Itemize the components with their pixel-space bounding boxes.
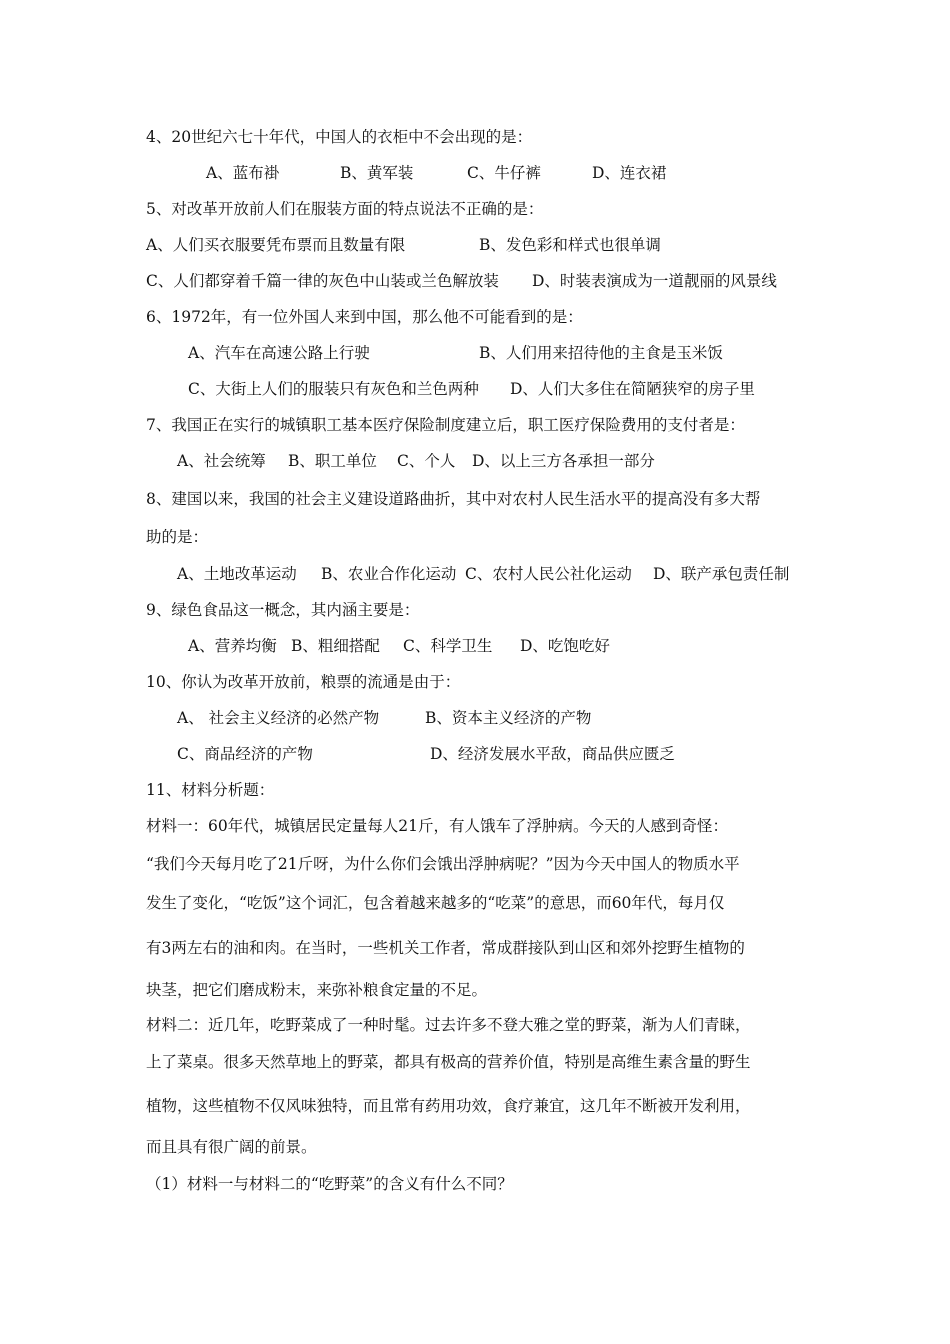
q4-option-a: A、蓝布褂 (206, 164, 280, 182)
q10-option-d: D、经济发展水平敌，商品供应匮乏 (430, 745, 675, 763)
question-6-stem: 6、1972年，有一位外国人来到中国，那么他不可能看到的是： (146, 308, 583, 326)
question-9-stem: 9、绿色食品这一概念，其内涵主要是： (146, 601, 420, 619)
q9-option-c: C、科学卫生 (403, 637, 493, 655)
question-8-stem: 8、建国以来，我国的社会主义建设道路曲折，其中对农村人民生活水平的提高没有多大帮 (146, 490, 761, 508)
q8-option-d: D、联产承包责任制 (653, 565, 790, 583)
material-2-line: 而且具有很广阔的前景。 (146, 1138, 317, 1156)
q8-option-b: B、农业合作化运动 (321, 565, 457, 583)
question-5-stem: 5、对改革开放前人们在服装方面的特点说法不正确的是： (146, 200, 544, 218)
material-2-line: 植物，这些植物不仅风味独特，而且常有药用功效，食疗兼宜，这几年不断被开发利用， (146, 1097, 751, 1115)
question-8-stem-cont: 助的是： (146, 528, 209, 546)
q5-option-a: A、人们买衣服要凭布票而且数量有限 (146, 236, 406, 254)
q5-option-c: C、人们都穿着千篇一律的灰色中山装或兰色解放装 (146, 272, 499, 290)
q10-option-a: A、 社会主义经济的必然产物 (177, 709, 380, 727)
q6-option-b: B、人们用来招待他的主食是玉米饭 (479, 344, 723, 362)
q7-option-d: D、以上三方各承担一部分 (472, 452, 655, 470)
q7-option-b: B、职工单位 (288, 452, 377, 470)
sub-question-1: （1）材料一与材料二的“吃野菜”的含义有什么不同？ (146, 1175, 513, 1193)
q9-option-b: B、粗细搭配 (291, 637, 380, 655)
q8-option-c: C、农村人民公社化运动 (465, 565, 632, 583)
q10-option-b: B、资本主义经济的产物 (425, 709, 592, 727)
q10-option-c: C、商品经济的产物 (177, 745, 313, 763)
material-1-line: 块茎，把它们磨成粉末，来弥补粮食定量的不足。 (146, 981, 488, 999)
q5-option-d: D、时装表演成为一道靓丽的风景线 (532, 272, 777, 290)
q6-option-d: D、人们大多住在简陋狭窄的房子里 (510, 380, 755, 398)
q4-option-d: D、连衣裙 (592, 164, 667, 182)
q9-option-a: A、营养均衡 (188, 637, 277, 655)
q6-option-a: A、汽车在高速公路上行驶 (188, 344, 370, 362)
material-2-line: 上了菜桌。很多天然草地上的野菜，都具有极高的营养价值，特别是高维生素含量的野生 (146, 1053, 751, 1071)
q8-option-a: A、土地改革运动 (177, 565, 297, 583)
question-7-stem: 7、我国正在实行的城镇职工基本医疗保险制度建立后，职工医疗保险费用的支付者是： (146, 416, 745, 434)
q5-option-b: B、发色彩和样式也很单调 (479, 236, 661, 254)
material-2-line: 材料二：近几年，吃野菜成了一种时髦。过去许多不登大雅之堂的野菜，渐为人们青睐， (146, 1016, 751, 1034)
question-4-stem: 4、20世纪六七十年代，中国人的衣柜中不会出现的是： (146, 128, 533, 146)
q4-option-b: B、黄军装 (340, 164, 414, 182)
material-1-line: 有3两左右的油和肉。在当时，一些机关工作者，常成群接队到山区和郊外挖野生植物的 (146, 939, 745, 957)
question-10-stem: 10、你认为改革开放前，粮票的流通是由于： (146, 673, 461, 691)
q9-option-d: D、吃饱吃好 (520, 637, 610, 655)
question-11-stem: 11、材料分析题： (146, 781, 275, 799)
q7-option-c: C、个人 (397, 452, 456, 470)
q7-option-a: A、社会统筹 (177, 452, 266, 470)
material-1-line: “我们今天每月吃了21斤呀，为什么你们会饿出浮肿病呢？”因为今天中国人的物质水平 (146, 855, 740, 873)
material-1-line: 材料一：60年代，城镇居民定量每人21斤，有人饿车了浮肿病。今天的人感到奇怪： (146, 817, 728, 835)
q4-option-c: C、牛仔裤 (467, 164, 541, 182)
q6-option-c: C、大街上人们的服装只有灰色和兰色两种 (188, 380, 479, 398)
material-1-line: 发生了变化，“吃饭”这个词汇，包含着越来越多的“吃菜”的意思，而60年代，每月仅 (146, 894, 725, 912)
